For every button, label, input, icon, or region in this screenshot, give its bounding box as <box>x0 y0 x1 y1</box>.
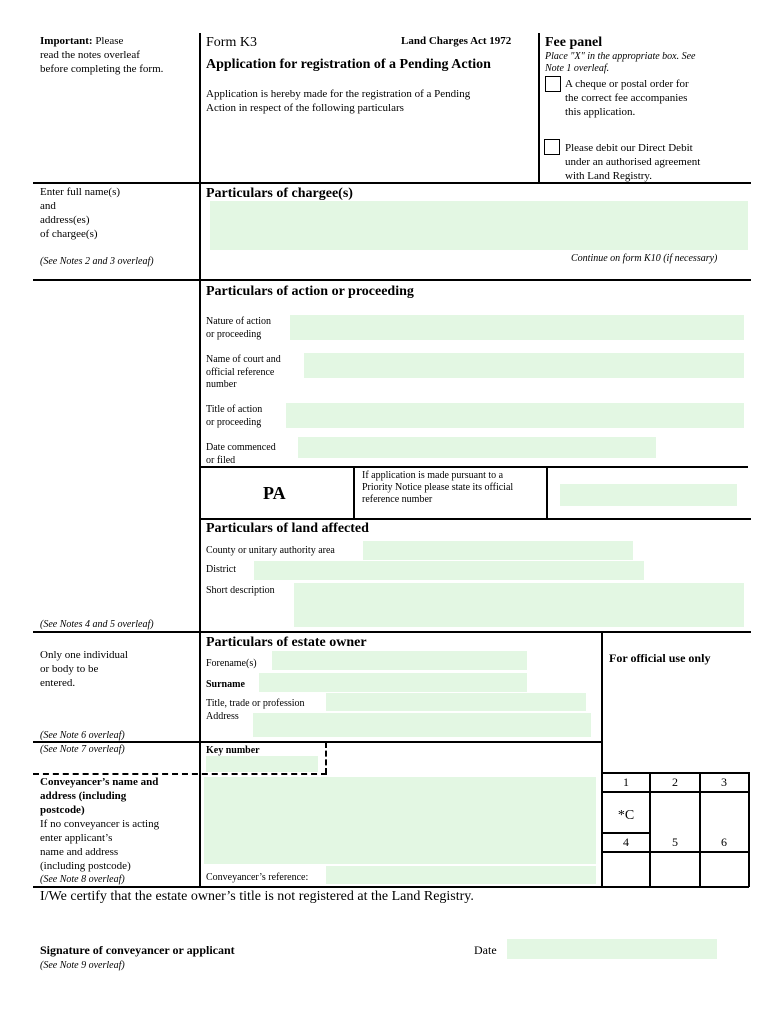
chargee-instruction-line4: of chargee(s) <box>40 228 98 240</box>
conveyancer-reference-input[interactable] <box>326 866 596 884</box>
important-note-line2: read the notes overleaf <box>40 49 140 61</box>
district-label: District <box>206 564 236 575</box>
divider <box>199 742 201 774</box>
priority-note-line3: reference number <box>362 494 433 505</box>
owner-instruction-line1: Only one individual <box>40 649 128 661</box>
date-commenced-label-line1: Date commenced <box>206 442 276 453</box>
certification-statement: I/We certify that the estate owner’s title is not registered at the Land Registry. <box>40 889 474 904</box>
conveyancer-instruction-line5: enter applicant’s <box>40 832 113 844</box>
owner-instruction-line2: or body to be <box>40 663 99 675</box>
official-use-title: For official use only <box>609 651 711 665</box>
forenames-input[interactable] <box>272 651 527 670</box>
divider <box>601 791 749 793</box>
title-trade-label: Title, trade or profession <box>206 698 305 709</box>
address-input[interactable] <box>253 713 591 737</box>
conveyancer-instruction-line1: Conveyancer’s name and <box>40 776 159 788</box>
divider <box>199 518 201 631</box>
divider <box>199 279 201 519</box>
divider <box>199 182 201 280</box>
direct-debit-option-line1: Please debit our Direct Debit <box>565 142 693 154</box>
important-label: Important: <box>40 35 93 47</box>
divider <box>33 631 751 633</box>
priority-notice-input[interactable] <box>560 484 737 506</box>
district-input[interactable] <box>254 561 644 580</box>
owner-instruction-line3: entered. <box>40 677 76 689</box>
conveyancer-instruction-line2: address (including <box>40 790 127 802</box>
intro-line2: Action in respect of the following particulars <box>206 102 404 114</box>
conveyancer-instruction-line6: name and address <box>40 846 119 858</box>
key-number-input[interactable] <box>206 756 318 772</box>
forenames-label: Forename(s) <box>206 658 257 669</box>
divider <box>601 851 749 853</box>
cheque-option-line2: the correct fee accompanies <box>565 92 688 104</box>
continue-note: Continue on form K10 (if necessary) <box>571 253 718 264</box>
county-label: County or unitary authority area <box>206 545 335 556</box>
conveyancer-address-input[interactable] <box>204 777 596 864</box>
divider <box>325 742 327 774</box>
direct-debit-checkbox[interactable] <box>544 139 560 155</box>
title-action-label-line1: Title of action <box>206 404 263 415</box>
divider <box>601 772 749 774</box>
owner-notes-ref6: (See Note 6 overleaf) <box>40 730 125 741</box>
date-input[interactable] <box>507 939 717 959</box>
official-cell-2: 2 <box>672 775 678 789</box>
divider <box>199 631 201 742</box>
fee-panel-title: Fee panel <box>545 35 603 50</box>
address-label: Address <box>206 711 239 722</box>
chargee-heading: Particulars of chargee(s) <box>206 186 353 201</box>
key-number-label: Key number <box>206 745 260 756</box>
cheque-option-line1: A cheque or postal order for <box>565 78 689 90</box>
important-text: Please <box>95 35 124 47</box>
county-input[interactable] <box>363 541 633 560</box>
official-cell-3: 3 <box>721 775 727 789</box>
divider <box>33 741 601 743</box>
court-label-line2: official reference <box>206 367 275 378</box>
official-cell-5: 5 <box>672 835 678 849</box>
date-commenced-input[interactable] <box>298 437 656 458</box>
fee-panel-instruction-line1: Place "X" in the appropriate box. See <box>545 51 696 62</box>
estate-owner-heading: Particulars of estate owner <box>206 635 367 650</box>
official-cell-1: 1 <box>623 775 629 789</box>
short-description-input[interactable] <box>294 583 744 627</box>
priority-note-line2: Priority Notice please state its official <box>362 482 514 493</box>
form-code: Form K3 <box>206 35 257 50</box>
intro-line1: Application is hereby made for the registration of a Pending <box>206 88 471 100</box>
conveyancer-instruction-line4: If no conveyancer is acting <box>40 818 160 830</box>
signature-label: Signature of conveyancer or applicant <box>40 943 235 957</box>
owner-notes-ref7: (See Note 7 overleaf) <box>40 744 125 755</box>
conveyancer-instruction-line3: postcode) <box>40 804 85 816</box>
chargee-instruction-line1: Enter full name(s) <box>40 186 121 198</box>
official-cell-4: 4 <box>623 835 629 849</box>
chargee-notes-ref: (See Notes 2 and 3 overleaf) <box>40 256 154 267</box>
divider <box>538 33 540 183</box>
divider <box>601 886 749 888</box>
conveyancer-instruction-line7: (including postcode) <box>40 860 131 872</box>
pa-code: PA <box>263 483 286 503</box>
surname-label: Surname <box>206 679 245 690</box>
fee-panel-instruction-line2: Note 1 overleaf. <box>545 63 610 74</box>
divider <box>199 33 201 183</box>
action-heading: Particulars of action or proceeding <box>206 284 414 299</box>
direct-debit-option-line3: with Land Registry. <box>565 170 652 182</box>
court-label-line3: number <box>206 379 237 390</box>
title-action-label-line2: or proceeding <box>206 417 262 428</box>
page-title: Application for registration of a Pending Action <box>206 57 491 72</box>
court-reference-input[interactable] <box>304 353 744 378</box>
divider <box>33 886 601 888</box>
land-notes-ref: (See Notes 4 and 5 overleaf) <box>40 619 154 630</box>
date-label: Date <box>474 943 497 957</box>
court-label-line1: Name of court and <box>206 354 281 365</box>
official-cell-6: 6 <box>721 835 727 849</box>
direct-debit-option-line2: under an authorised agreement <box>565 156 701 168</box>
chargee-instruction-line3: address(es) <box>40 214 90 226</box>
act-name: Land Charges Act 1972 <box>401 35 512 47</box>
cheque-checkbox[interactable] <box>545 76 561 92</box>
priority-note-line1: If application is made pursuant to a <box>362 470 504 481</box>
official-cell-c: *C <box>617 808 635 823</box>
title-action-input[interactable] <box>286 403 744 428</box>
divider <box>199 466 748 468</box>
divider <box>33 773 327 775</box>
conveyancer-notes-ref: (See Note 8 overleaf) <box>40 874 125 885</box>
divider <box>33 279 751 281</box>
signature-notes-ref: (See Note 9 overleaf) <box>40 960 125 971</box>
title-trade-input[interactable] <box>326 693 586 711</box>
divider <box>546 466 548 519</box>
divider <box>353 466 355 519</box>
nature-label-line2: or proceeding <box>206 329 262 340</box>
conveyancer-reference-label: Conveyancer’s reference: <box>206 872 309 883</box>
date-commenced-label-line2: or filed <box>206 455 236 466</box>
short-description-label: Short description <box>206 585 275 596</box>
land-heading: Particulars of land affected <box>206 521 369 536</box>
chargee-instruction-line2: and <box>40 200 56 212</box>
divider <box>601 832 651 834</box>
important-note-line3: before completing the form. <box>40 63 164 75</box>
nature-label-line1: Nature of action <box>206 316 271 327</box>
divider <box>199 518 751 520</box>
important-note <box>40 35 123 49</box>
surname-input[interactable] <box>259 673 527 692</box>
nature-input[interactable] <box>290 315 744 340</box>
divider <box>199 774 201 887</box>
chargee-input[interactable] <box>210 201 748 250</box>
cheque-option-line3: this application. <box>565 106 636 118</box>
